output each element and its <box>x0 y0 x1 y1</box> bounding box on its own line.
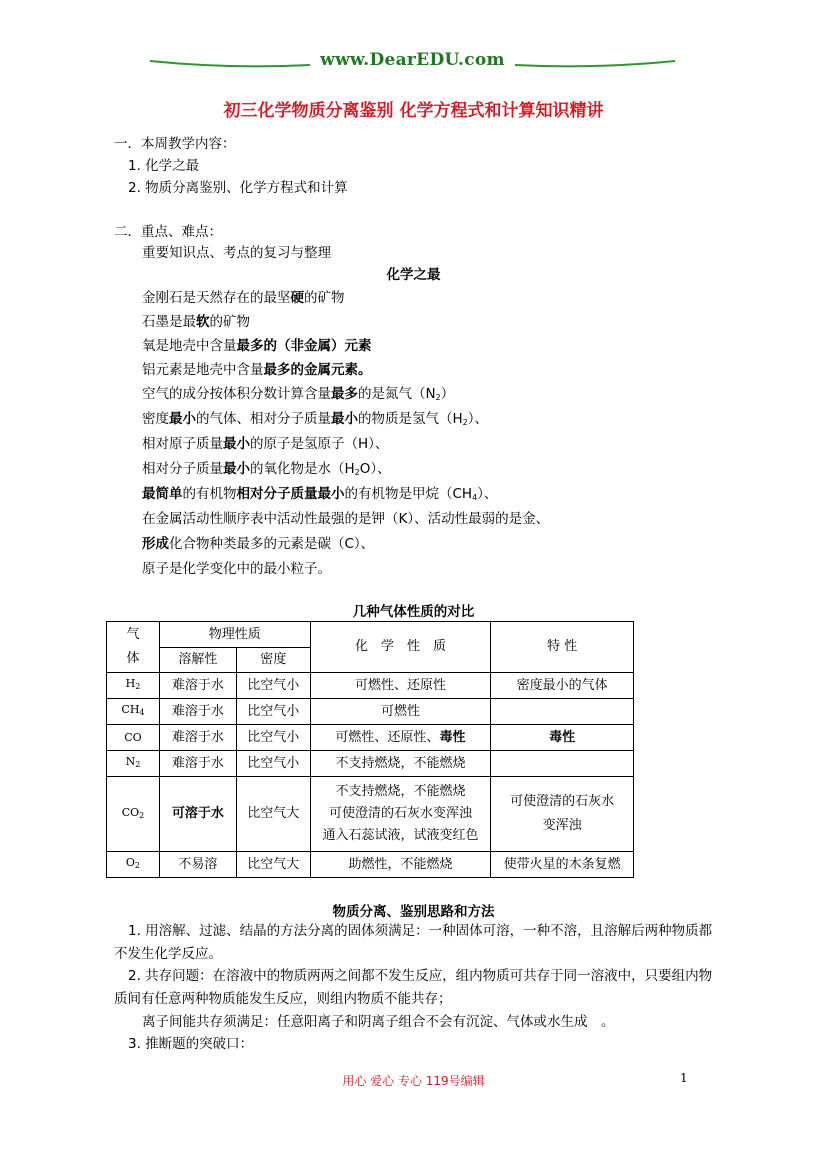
fact-1: 金刚石是天然存在的最坚硬的矿物 <box>142 290 345 306</box>
feature-cell <box>491 699 634 725</box>
density-cell: 比空气小 <box>236 725 310 751</box>
chemical-cell: 助燃性，不能燃烧 <box>310 852 491 878</box>
page-number: 1 <box>680 1071 688 1085</box>
fact-7: 相对原子质量最小的原子是氢原子（H）、 <box>142 436 389 452</box>
header-gas: 气 体 <box>107 622 160 673</box>
header-density: 密度 <box>236 648 310 673</box>
fact-9: 最简单的有机物相对分子质量最小的有机物是甲烷$(CH_4)$、 <box>142 486 498 502</box>
table-header-row <box>107 622 634 648</box>
gas-cell: $O_2$ <box>107 852 160 878</box>
density-cell: 比空气大 <box>236 852 310 878</box>
table-row <box>107 725 634 751</box>
paragraph-3: 离子间能共存须满足：任意阳离子和阴离子组合不会有沉淀、气体或水生成 。 <box>142 1014 615 1030</box>
header-feature: 特 性 <box>491 622 634 673</box>
feature-cell: 密度最小的气体 <box>491 673 634 699</box>
density-cell: 比空气小 <box>236 751 310 777</box>
section1-heading: 一．本周教学内容： <box>114 136 236 152</box>
section1-item-1: 1. 化学之最 <box>128 158 200 174</box>
gas-cell: $H_2$ <box>107 673 160 699</box>
fact-10: 在金属活动性顺序表中活动性最强的是钾（K）、活动性最弱的是金、 <box>142 511 550 527</box>
feature-cell: 毒性 <box>491 725 634 751</box>
chemical-cell: 不支持燃烧，不能燃烧 <box>310 751 491 777</box>
fact-12: 原子是化学变化中的最小粒子。 <box>142 561 331 577</box>
table-row <box>107 673 634 699</box>
section2-heading: 二．重点、难点： <box>114 224 222 240</box>
header-chemical: 化 学 性 质 <box>310 622 491 673</box>
gas-cell: CO <box>107 725 160 751</box>
feature-cell: 使带火星的木条复燃 <box>491 852 634 878</box>
solubility-cell: 难溶于水 <box>159 725 236 751</box>
section1-item-2: 2. 物质分离鉴别、化学方程式和计算 <box>128 180 348 196</box>
fact-11: 形成化合物种类最多的元素是碳（C）、 <box>142 536 375 552</box>
paragraph-2: 2. 共存问题：在溶液中的物质两两之间都不发生反应，组内物质可共存于同一溶液中，只要组内物质间有任意两种物质能发生反应，则组内物质不能共存； <box>114 968 713 1007</box>
solubility-cell: 不易溶 <box>159 852 236 878</box>
swoosh-right-icon <box>515 58 675 68</box>
density-cell: 比空气小 <box>236 673 310 699</box>
separation-heading: 物质分离、鉴别思路和方法 <box>332 904 495 920</box>
table-row <box>107 751 634 777</box>
superlatives-heading: 化学之最 <box>386 267 441 283</box>
gas-properties-table <box>106 621 634 878</box>
gas-cell: $CO_2$ <box>107 777 160 852</box>
fact-6: 密度最小的气体、相对分子质量最小的物质是氢气$(H_2)$、 <box>142 411 488 427</box>
table-row <box>107 699 634 725</box>
site-logo <box>150 50 675 76</box>
table-row <box>107 777 634 852</box>
density-cell: 比空气小 <box>236 699 310 725</box>
header-solubility: 溶解性 <box>159 648 236 673</box>
section2-intro: 重要知识点、考点的复习与整理 <box>142 245 331 261</box>
solubility-cell: 难溶于水 <box>159 699 236 725</box>
gas-cell: $CH_4$ <box>107 699 160 725</box>
fact-4: 铝元素是地壳中含量最多的金属元素。 <box>142 362 372 378</box>
header-physical: 物理性质 <box>159 622 310 648</box>
feature-cell: 可使澄清的石灰水 变浑浊 <box>491 777 634 852</box>
solubility-cell: 可溶于水 <box>159 777 236 852</box>
page-title: 初三化学物质分离鉴别 化学方程式和计算知识精讲 <box>223 101 604 121</box>
paragraph-1: 1. 用溶解、过滤、结晶的方法分离的固体须满足：一种固体可溶，一种不溶，且溶解后两种物质都不发生化学反应。 <box>114 923 713 962</box>
gas-cell: $N_2$ <box>107 751 160 777</box>
logo-text: www.DearEDU.com <box>320 50 505 70</box>
fact-3: 氧是地壳中含量最多的（非金属）元素 <box>142 338 372 354</box>
solubility-cell: 难溶于水 <box>159 751 236 777</box>
chemical-cell: 不支持燃烧，不能燃烧 可使澄清的石灰水变浑浊 通入石蕊试液，试液变红色 <box>310 777 491 852</box>
fact-5: 空气的成分按体积分数计算含量最多的是氮气$(N_2)$ <box>142 386 455 402</box>
feature-cell <box>491 751 634 777</box>
footer-text: 用心 爱心 专心 119号编辑 <box>342 1074 485 1088</box>
gas-table-caption: 几种气体性质的对比 <box>352 604 475 620</box>
chemical-cell: 可燃性 <box>310 699 491 725</box>
chemical-cell: 可燃性、还原性 <box>310 673 491 699</box>
fact-8: 相对分子质量最小的氧化物是水$(H_2O)$、 <box>142 461 391 477</box>
fact-2: 石墨是最软的矿物 <box>142 314 250 330</box>
table-row <box>107 852 634 878</box>
density-cell: 比空气大 <box>236 777 310 852</box>
paragraph-4: 3. 推断题的突破口： <box>128 1036 254 1052</box>
solubility-cell: 难溶于水 <box>159 673 236 699</box>
chemical-cell: 可燃性、还原性、毒性 <box>310 725 491 751</box>
